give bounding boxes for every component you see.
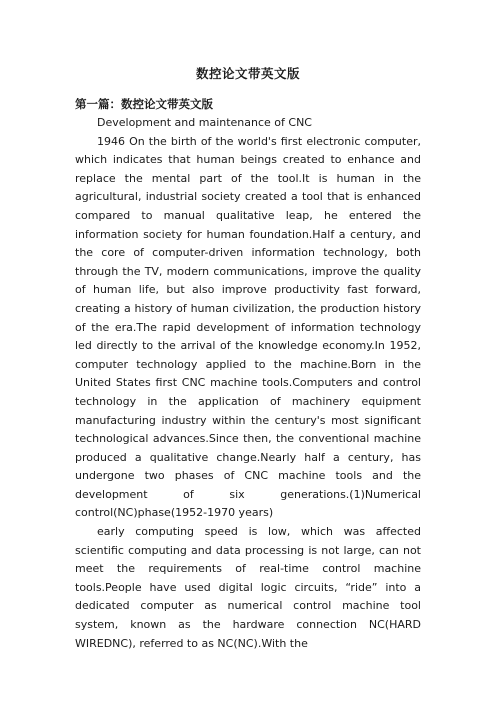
subtitle-paragraph: Development and maintenance of CNC [97,116,312,129]
section-heading: 第一篇：数控论文带英文版 [75,97,213,111]
document-body [75,114,421,653]
document-title: 数控论文带英文版 [195,66,300,81]
body-paragraph: early computing speed is low, which was affected scientific computing and data processing is not large, can not meet the requirements of real-time control machine tools.People have used digital logic circuits, “ride” into a dedicated computer as numerical control machine tool system, known as the hardware connection NC(HARD WIREDNC), referred to as NC(NC).With the [75,525,421,650]
body-paragraph: 1946 On the birth of the world's first electronic computer, which indicates that human beings created to enhance and replace the mental part of the tool.It is human in the agricultural, industrial society created a tool that is enhanced compared to manual qualitative leap, he entered the information society for human foundation.Half a century, and the core of computer-driven information technology, both through the TV, modern communications, improve the quality of human life, but also improve productivity fast forward, creating a history of human civilization, the production history of the era.The rapid development of information technology led directly to the arrival of the knowledge economy.In 1952, computer technology applied to the machine.Born in the United States first CNC machine tools.Computers and control technology in the application of machinery equipment manufacturing industry within the century's most significant technological advances.Since then, the conventional machine produced a qualitative change.Nearly half a century, has undergone two phases of CNC machine tools and the development of six generations.(1)Numerical control(NC)phase(1952-1970 years) [75,134,421,520]
